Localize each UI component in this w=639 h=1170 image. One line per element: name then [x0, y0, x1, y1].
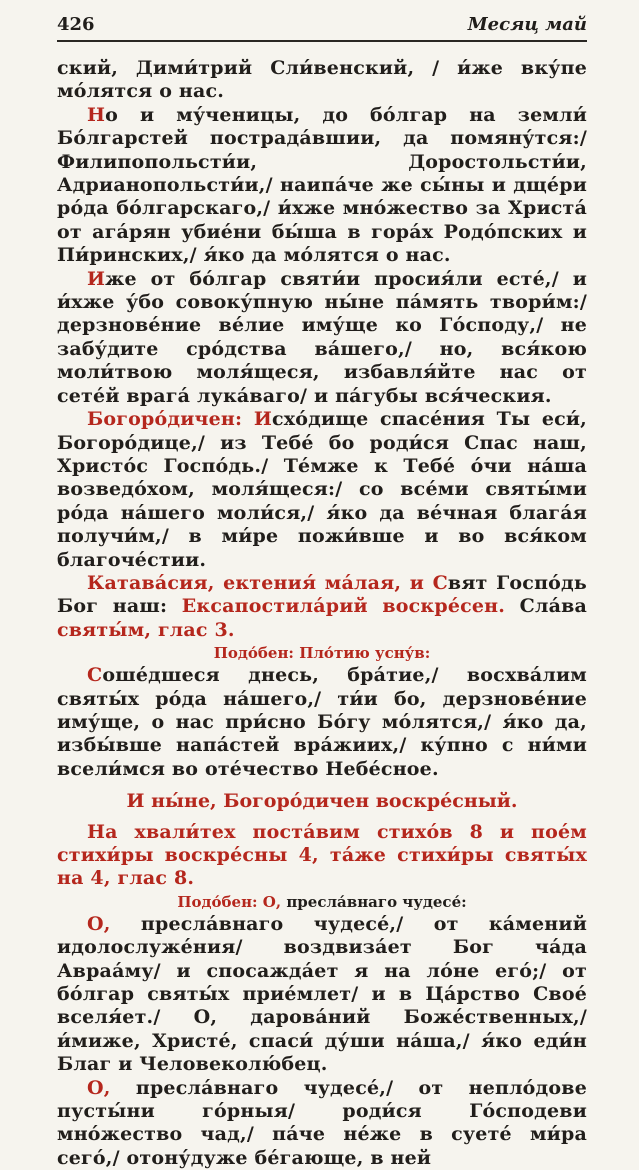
rubric-text: Богоро́дичен: И [87, 408, 272, 431]
rubric-text: С [87, 664, 103, 687]
body-text: пресла́внаго чудесе́,/ от непло́дове пусты́ни го́рныя/ роди́ся Го́сподеви мно́жество чад,/ па́че не́же в суете́ ми́ра сего́,/ отону́дуже бе́гающе, в ней [57, 1076, 587, 1169]
podoben-line [57, 644, 587, 663]
body-text: о и му́ченицы, до бо́лгар на земли́ Бо́лгарстей пострада́вшии, да помяну́тся:/ Филипопольсти́и, Доростольсти́и, Адрианопольсти́и,/ наипа́че же сы́ны и дще́ри ро́да бо́лгарскаго,/ и́хже мно́жество за Христа́ от ага́рян убие́ни бы́ша в гора́х Родо́пских и Пи́ринских,/ я́ко да мо́лятся о нас. [57, 103, 587, 267]
body-text: вят Госпо́дь Бог наш: [57, 571, 588, 618]
body-text: пресла́внаго чудесе́,/ от ка́мений идолослуже́ния/ воздвиза́ет Бог ча́да Авраа́му/ и спосажда́ет я на ло́не его́;/ от бо́лгар святы́х прие́млет/ и в Ца́рство Свое́ вселя́ет./ О, дарова́ний Боже́ственных,/ и́миже, Христе́, спаси́ ду́ши на́ша,/ я́ко еди́н Благ и Человеколю́бец. [57, 912, 587, 1076]
paragraph [57, 408, 587, 572]
body-text: же от бо́лгар святи́и просия́ли есте́,/ и и́хже у́бо совоку́пную ны́не па́мять твори́м:/ дерзнове́ние ве́лие иму́ще ко Го́споду,/ не забу́дите сро́дства ва́шего,/ но, вся́кою моли́твою моля́щеся, избавля́йте нас от сете́й врага́ лука́ваго/ и па́губы вся́ческия. [57, 267, 587, 407]
paragraph [57, 104, 587, 268]
page-number: 426 [57, 14, 95, 35]
paragraph [57, 1077, 587, 1170]
paragraph [57, 664, 587, 781]
header-rule [57, 40, 587, 42]
rubric-text: Подо́бен: Пло́тию усну́в: [213, 644, 431, 663]
rubric-text: На хвали́тех поста́вим стихо́в 8 и пое́м стихи́ры воскре́сны 4, та́же стихи́ры святы́х на 4, глас 8. [57, 820, 587, 890]
paragraph [57, 913, 587, 1077]
body-text: оше́дшеся днесь, бра́тие,/ восхва́лим святы́х ро́да на́шего,/ ти́и бо, дерзнове́ние иму́ще, о нас при́сно Бо́гу мо́лятся,/ я́ко да, избы́вше напа́стей вра́жиих,/ ку́пно с ни́ми всели́мся во оте́чество Небе́сное. [57, 664, 587, 780]
rubric-text: И ны́не, Богоро́дичен воскре́сный. [126, 790, 518, 813]
text-column [57, 57, 587, 1170]
paragraph [57, 821, 587, 891]
rubric-text: Н [87, 103, 106, 126]
body-text: пресла́внаго чудесе́: [286, 892, 467, 911]
podoben-line [57, 893, 587, 912]
rubric-text: И [87, 267, 106, 290]
rubric-text: Подо́бен: О, [177, 892, 287, 911]
rubric-line [57, 790, 587, 813]
paragraph [57, 268, 587, 408]
body-text: Сла́ва [519, 595, 587, 618]
body-text: схо́дище спасе́ния Ты еси́, Богоро́дице,/ из Тебе́ бо роди́ся Спас наш, Христо́с Госпо́дь./ Те́мже к Тебе́ о́чи на́ша возведо́хом, моля́щеся:/ со все́ми святы́ми ро́да на́шего моли́ся,/ я́ко да ве́чная блага́я получи́м,/ в ми́ре пожи́вше и во вся́ком благоче́стии. [57, 408, 587, 571]
body-text: ский, Дими́трий Сли́венский, / и́же вку́пе мо́лятся о нас. [57, 57, 587, 103]
rubric-text: Ексапостила́рий воскре́сен. [181, 595, 520, 618]
rubric-text: О, [87, 1076, 111, 1099]
running-head [57, 14, 587, 35]
rubric-text: Катава́сия, ектения́ ма́лая, и С [87, 571, 448, 594]
rubric-text: О, [87, 912, 111, 935]
running-title: Месяц май [467, 14, 587, 35]
rubric-text: святы́м, глас 3. [57, 618, 235, 641]
paragraph [57, 57, 587, 104]
paragraph [57, 572, 587, 642]
